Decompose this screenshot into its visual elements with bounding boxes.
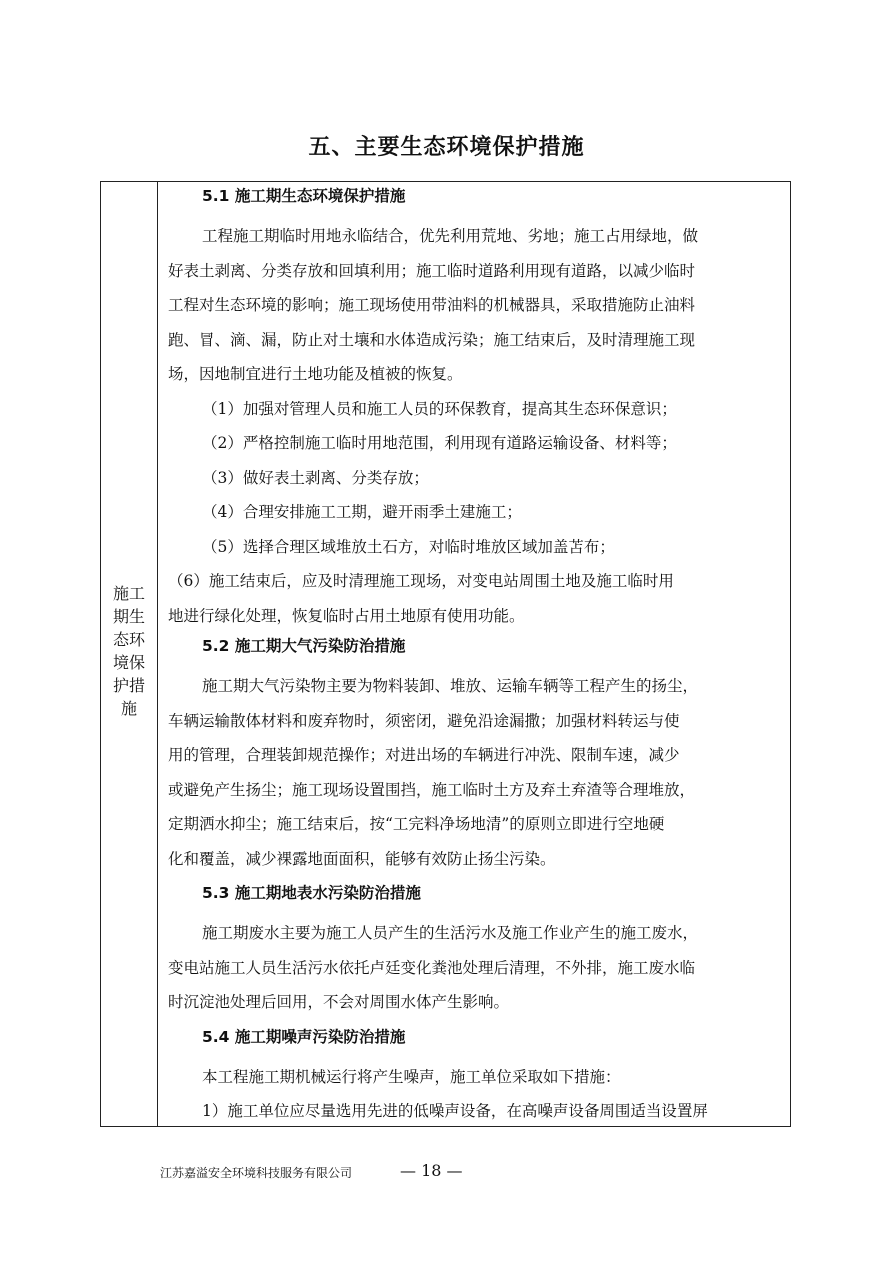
measures-content (168, 185, 784, 1129)
text-line: 施工期废水主要为施工人员产生的生活污水及施工作业产生的施工废水， (202, 924, 699, 942)
text-line: 变电站施工人员生活污水依托卢廷变化粪池处理后清理，不外排，施工废水临 (168, 958, 696, 977)
row-header-line: 护措 (112, 676, 145, 695)
text-line: 场，因地制宜进行土地功能及植被的恢复。 (168, 365, 463, 383)
section-heading-5-4: 5.4 施工期噪声污染防治措施 (202, 1027, 406, 1046)
text-line: 用的管理，合理装卸规范操作；对进出场的车辆进行冲洗、限制车速，减少 (168, 746, 680, 764)
text-line: 好表土剥离、分类存放和回填利用；施工临时道路利用现有道路，以减少临时 (168, 261, 696, 280)
row-header-line: 施工 (112, 584, 145, 603)
list-item: （3）做好表土剥离、分类存放； (202, 468, 429, 487)
list-item: （5）选择合理区域堆放土石方，对临时堆放区域加盖苫布； (202, 537, 615, 556)
text-line: 工程施工期临时用地永临结合，优先利用荒地、劣地；施工占用绿地，做 (202, 227, 699, 245)
row-header-line: 施 (120, 699, 137, 718)
text-line: 施工期大气污染物主要为物料装卸、堆放、运输车辆等工程产生的扬尘， (202, 677, 699, 695)
text-line: 地进行绿化处理，恢复临时占用土地原有使用功能。 (168, 606, 525, 625)
section-5-1-paragraph (168, 219, 784, 392)
text-line: 跑、冒、滴、漏，防止对土壤和水体造成污染；施工结束后，及时清理施工现 (168, 330, 696, 349)
table-column-divider (157, 181, 158, 1127)
text-line: （6）施工结束后，应及时清理施工现场，对变电站周围土地及施工临时用 (168, 572, 674, 590)
row-header-line: 期生 (112, 607, 145, 626)
section-heading-5-2: 5.2 施工期大气污染防治措施 (202, 637, 406, 655)
list-item (168, 564, 784, 633)
text-line: 车辆运输散体材料和废弃物时，须密闭，避免沿途漏撒；加强材料转运与使 (168, 711, 680, 730)
list-item: 本工程施工期机械运行将产生噪声，施工单位采取如下措施： (202, 1067, 621, 1086)
list-item: （2）严格控制施工临时用地范围，利用现有道路运输设备、材料等； (202, 434, 677, 452)
row-header-line: 态环 (112, 630, 145, 649)
page-title: 五、主要生态环境保护措施 (308, 135, 585, 160)
list-item: 1）施工单位应尽量选用先进的低噪声设备，在高噪声设备周围适当设置屏 (202, 1102, 708, 1120)
text-line: 或避免产生扬尘；施工现场设置围挡，施工临时土方及弃土弃渣等合理堆放， (168, 780, 696, 799)
text-line: 工程对生态环境的影响；施工现场使用带油料的机械器具，采取措施防止油料 (168, 296, 696, 314)
row-header-construction-period (101, 582, 157, 720)
section-heading-5-1: 5.1 施工期生态环境保护措施 (202, 187, 406, 205)
section-heading-5-3: 5.3 施工期地表水污染防治措施 (202, 884, 421, 902)
list-item: （4）合理安排施工工期，避开雨季土建施工； (202, 503, 522, 521)
text-line: 时沉淀池处理后回用，不会对周围水体产生影响。 (168, 993, 510, 1011)
section-5-2-paragraph (168, 669, 784, 876)
section-5-3-paragraph (168, 916, 784, 1020)
text-line: 化和覆盖，减少裸露地面面积，能够有效防止扬尘污染。 (168, 849, 556, 868)
list-item: （1）加强对管理人员和施工人员的环保教育，提高其生态环保意识； (202, 399, 677, 418)
row-header-line: 境保 (112, 653, 145, 672)
footer-company: 江苏嘉溢安全环境科技服务有限公司 (160, 1166, 353, 1180)
text-line: 定期洒水抑尘；施工结束后，按“工完料净场地清”的原则立即进行空地硬 (168, 815, 665, 833)
page-number: — 18 — (400, 1161, 463, 1180)
